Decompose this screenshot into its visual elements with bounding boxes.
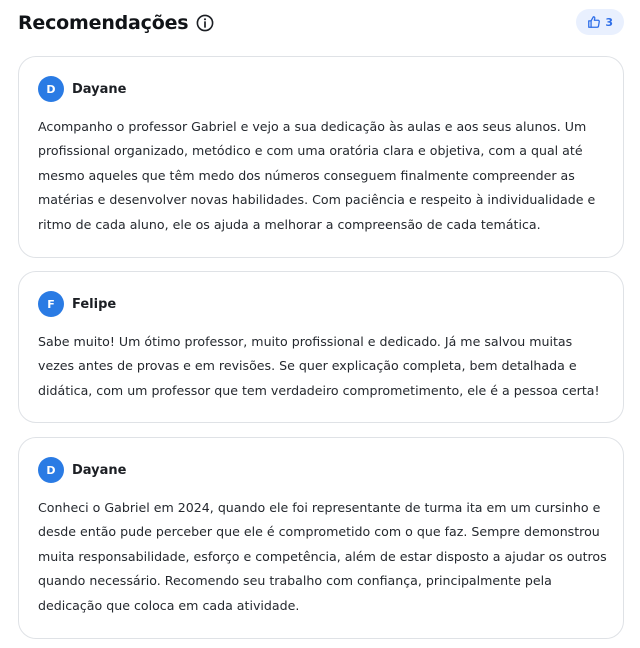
avatar: D (38, 457, 64, 483)
avatar: D (38, 76, 64, 102)
thumbs-up-icon (587, 15, 601, 29)
likes-button[interactable] (576, 9, 624, 35)
avatar: F (38, 291, 64, 317)
review-text: Conheci o Gabriel em 2024, quando ele foi representante de turma ita em um cursinho e desde então pude perceber que ele é comprometido com o que faz. Sempre demonstrou muita responsabilidade, esforço e competência, além de estar disposto a ajudar os outros quando necessário. Recomendo seu trabalho com confiança, principalmente pela dedicação que coloca em cada atividade. (38, 500, 607, 613)
review-text: Acompanho o professor Gabriel e vejo a sua dedicação às aulas e aos seus alunos. Um profissional organizado, metódico e com uma oratória clara e objetiva, com a qual até mesmo aqueles que têm medo dos números conseguem finalmente compreender as matérias e desenvolver novas habilidades. Com paciência e respeito à individualidade e ritmo de cada aluno, ele os ajuda a melhorar a compreensão de cada temática. (38, 119, 596, 232)
review-text: Sabe muito! Um ótimo professor, muito profissional e dedicado. Já me salvou muitas vezes antes de provas e em revisões. Se quer explicação completa, bem detalhada e didática, com um professor que tem verdadeiro comprometimento, ele é a pessoa certa! (38, 334, 600, 398)
page-title: Recomendações (18, 12, 189, 34)
likes-count: 3 (605, 15, 613, 29)
info-circle-icon[interactable] (196, 14, 214, 32)
reviewer-name: Dayane (72, 462, 127, 478)
review-card (18, 271, 624, 423)
recommendations-header (18, 10, 624, 36)
review-card (18, 437, 624, 639)
reviewer-name: Dayane (72, 81, 127, 97)
reviewer-name: Felipe (72, 296, 117, 312)
review-card (18, 56, 624, 258)
